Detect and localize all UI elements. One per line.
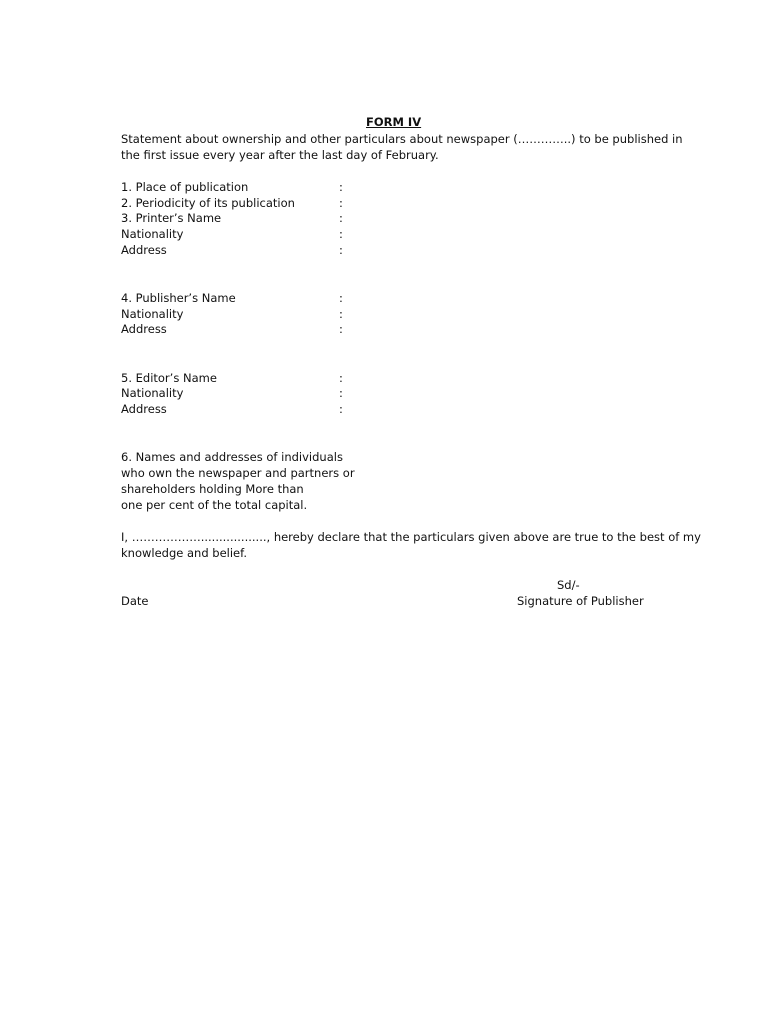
item6-line-4: one per cent of the total capital.	[121, 498, 308, 512]
field-label-place-of-publication: 1. Place of publication	[121, 180, 249, 194]
declaration-line-2: knowledge and belief.	[121, 546, 247, 560]
field-separator: :	[339, 322, 343, 336]
field-separator: :	[339, 402, 343, 416]
date-label: Date	[121, 594, 149, 608]
field-separator: :	[339, 386, 343, 400]
field-separator: :	[339, 211, 343, 225]
declaration-line-1: I, ……………….................., hereby declare that the particulars given above are true to the best of my	[121, 530, 701, 544]
field-label-editor-nationality: Nationality	[121, 386, 184, 400]
field-label-printer-nationality: Nationality	[121, 227, 184, 241]
field-separator: :	[339, 291, 343, 305]
intro-line-1: Statement about ownership and other particulars about newspaper (…………..) to be published in	[121, 132, 683, 146]
field-separator: :	[339, 227, 343, 241]
item6-line-2: who own the newspaper and partners or	[121, 466, 355, 480]
field-label-editor-name: 5. Editor’s Name	[121, 371, 217, 385]
field-separator: :	[339, 196, 343, 210]
field-label-publisher-nationality: Nationality	[121, 307, 184, 321]
form-title: FORM IV	[366, 115, 422, 129]
field-label-printer-name: 3. Printer’s Name	[121, 211, 222, 225]
field-separator: :	[339, 371, 343, 385]
item6-line-1: 6. Names and addresses of individuals	[121, 450, 343, 464]
field-label-periodicity: 2. Periodicity of its publication	[121, 196, 295, 210]
field-label-publisher-name: 4. Publisher’s Name	[121, 291, 236, 305]
intro-line-2: the first issue every year after the last day of February.	[121, 148, 439, 162]
field-separator: :	[339, 180, 343, 194]
signature-label: Signature of Publisher	[517, 594, 644, 608]
item6-line-3: shareholders holding More than	[121, 482, 304, 496]
sd-mark: Sd/-	[557, 578, 580, 592]
field-separator: :	[339, 307, 343, 321]
field-separator: :	[339, 243, 343, 257]
field-label-editor-address: Address	[121, 402, 167, 416]
field-label-printer-address: Address	[121, 243, 167, 257]
field-label-publisher-address: Address	[121, 322, 167, 336]
